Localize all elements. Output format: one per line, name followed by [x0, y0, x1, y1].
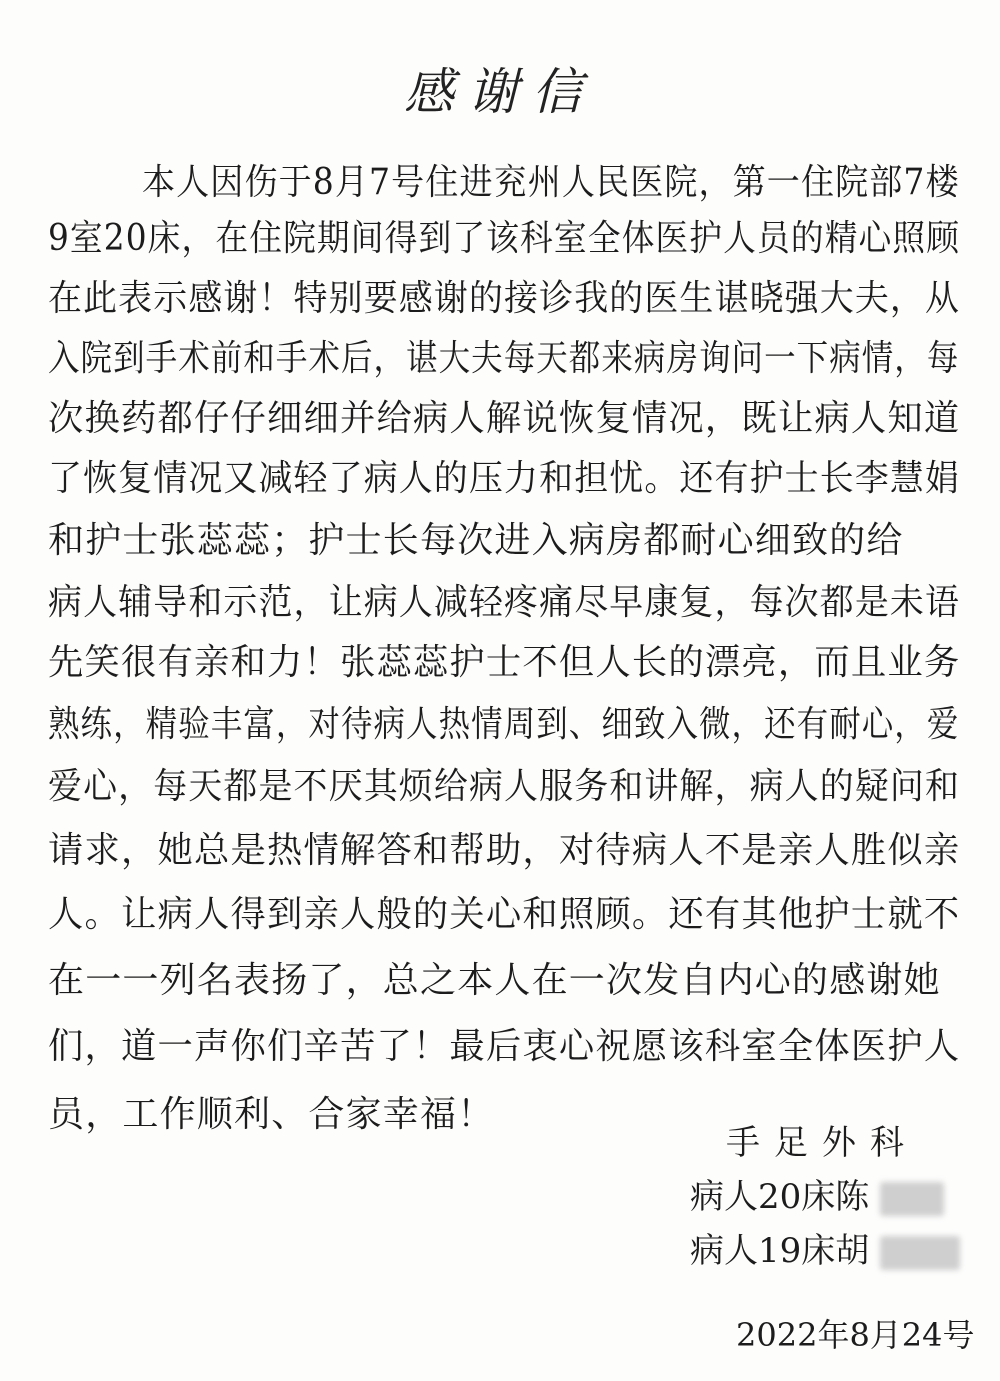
letter-line-7: 和护士张蕊蕊；护士长每次进入病房都耐心细致的给: [48, 520, 904, 561]
letter-line-5: 次换药都仔仔细细并给病人解说恢复情况，既让病人知道: [48, 398, 961, 439]
letter-title: 感谢信: [404, 63, 596, 121]
letter-line-14: 在一一列名表扬了，总之本人在一次发自内心的感谢她: [48, 960, 941, 1001]
letter-line-6: 了恢复情况又减轻了病人的压力和担忧。还有护士长李慧娟: [48, 458, 961, 499]
letter-line-1: 本人因伤于8月7号住进兖州人民医院，第一住院部7楼: [142, 162, 960, 203]
letter-line-3: 在此表示感谢！特别要感谢的接诊我的医生谌晓强大夫，从: [48, 278, 961, 319]
signature-patient-1-text: 病人20床陈: [690, 1177, 870, 1217]
letter-date: 2022年8月24号: [736, 1316, 975, 1354]
letter-line-11: 爱心，每天都是不厌其烦给病人服务和讲解，病人的疑问和: [48, 766, 961, 807]
redacted-name-blur: [880, 1236, 960, 1270]
letter-line-13: 人。让病人得到亲人般的关心和照顾。还有其他护士就不: [48, 894, 961, 935]
letter-line-12: 请求，她总是热情解答和帮助，对待病人不是亲人胜似亲: [48, 830, 961, 871]
letter-line-4: 入院到手术前和手术后，谌大夫每天都来病房询问一下病情，每: [48, 338, 960, 379]
signature-patient-1: [690, 1174, 944, 1220]
signature-department: 手足外科: [726, 1123, 918, 1163]
signature-patient-2-text: 病人19床胡: [690, 1231, 870, 1271]
letter-line-15: 们，道一声你们辛苦了！最后衷心祝愿该科室全体医护人: [48, 1026, 961, 1067]
letter-line-16: 员，工作顺利、合家幸福！: [48, 1094, 495, 1135]
letter-line-10: 熟练，精验丰富，对待病人热情周到、细致入微，还有耐心，爱: [48, 704, 960, 745]
redacted-name-blur: [880, 1182, 944, 1216]
letter-line-2: 9室20床，在住院期间得到了该科室全体医护人员的精心照顾: [48, 218, 961, 259]
letter-line-9: 先笑很有亲和力！张蕊蕊护士不但人长的漂亮，而且业务: [48, 642, 961, 683]
letter-line-8: 病人辅导和示范，让病人减轻疼痛尽早康复，每次都是未语: [48, 582, 961, 623]
signature-patient-2: [690, 1228, 960, 1274]
